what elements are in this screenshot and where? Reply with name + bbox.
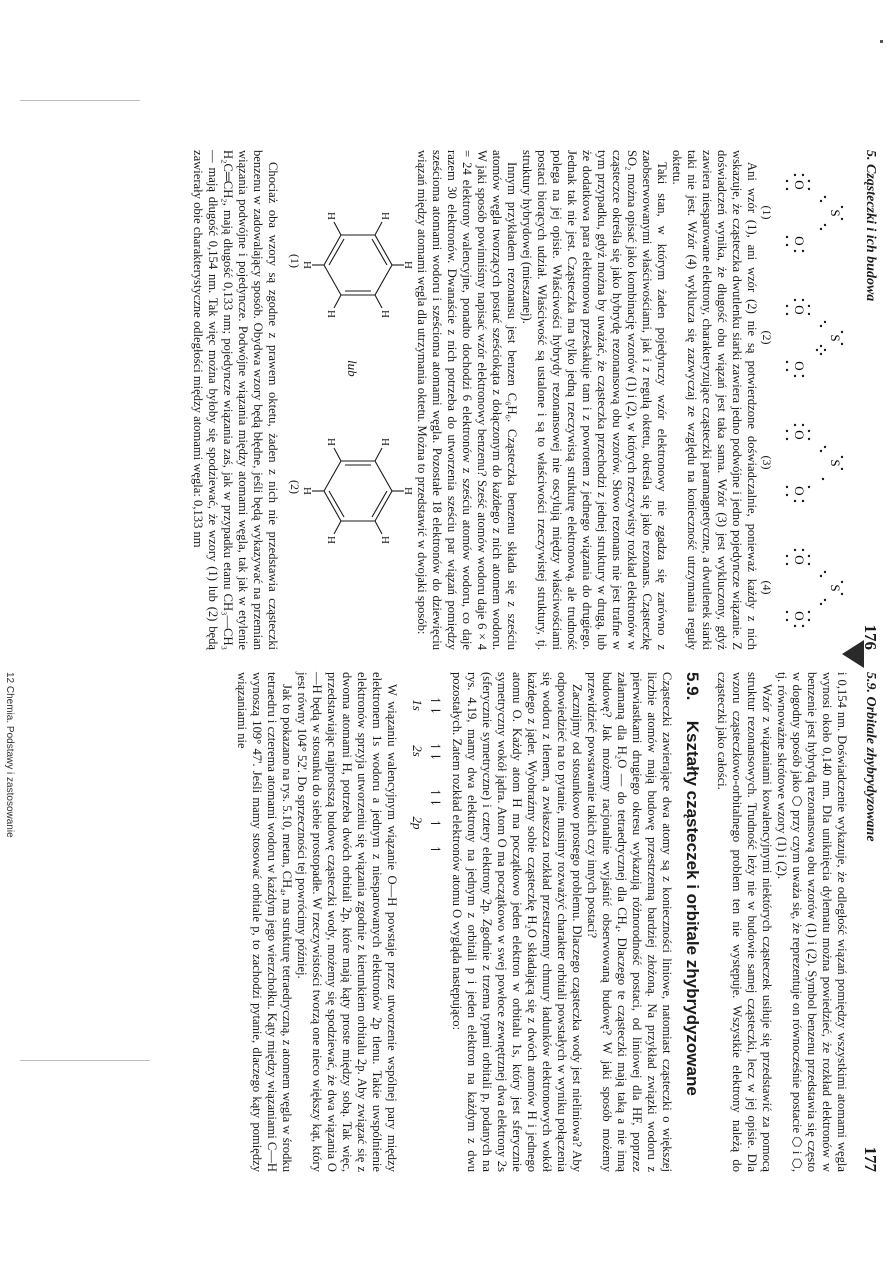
lewis-label-2: (2) <box>760 330 774 345</box>
lewis-structure-3-drawing <box>779 421 845 505</box>
right-paragraph-6: Jak to pokazano na rys. 5.10, metan, CH₄, ma strukturę tetraedryczną, z atomem węgla w środku tetraedru i czterema atomami wodoru w każdym jego wierzchołku. Kąty między wiązaniami C—H wynoszą 109° 47'. Jeśli mamy stosować orbitale p, to zachodzi pytanie, dlaczego kąty pomiędzy wiązaniami nie <box>235 672 294 1172</box>
atom-h: H <box>301 261 313 269</box>
left-header-title: 5. Cząsteczki i ich budowa <box>863 150 878 302</box>
right-paragraph-5: W wiązaniu walencyjnym wiązanie O—H powstaje przez utworzenie wspólnej pary między elektronem 1s wodoru a jednym z niesparowanych elektronów 2p tlenu. Takie uwspólnienie elektronów sprzyja utworzeniu się wiązania zgodnie z kierunkiem orbitalu 2p. Aby związać się z dwoma atomami H, potrzeba dwóch orbitali 2p, które mają kąty proste między sobą. Tak więc, przedstawiając najprostszą budowę cząsteczki wody, możemy się spodziewać, że dwa wiązania O—H będą w stosunku do siebie prostopadłe. W rzeczywistości tworzą one nieco większy kąt, który jest równy 104° 52'. Do sprzeczności tej powrócimy później. <box>295 672 399 1172</box>
right-page-number: 177 <box>861 1146 880 1172</box>
lewis-label-1: (1) <box>760 205 774 220</box>
page-footer: 12 Chemia. Podstawy i zastosowanie <box>4 672 15 838</box>
benzene-kekule-structures <box>284 150 414 650</box>
kekule-label-1: (1) <box>288 254 302 268</box>
left-paragraph-4: Chociaż oba wzory są zgodne z prawem oktetu, żaden z nich nie przedstawia cząsteczki benzenu w zadowalający sposób. Obydwa wzory będą błędne, jeśli będą wykazywać na przemian wiązania podwójne i pojedyncze. Podwójne wiązania między atomami węgla, tak jak w etylenie H₂C═CH₂, mają długość 0,133 nm; pojedyncze wiązania zaś, jak w przypadku etanu CH₃—CH₃ — mają długość 0,154 nm. Tak więc można byłoby się spodziewać, że wzory (1) lub (2) będą zawierały obie charakterystyczne odległości między atomami węgla: 0,133 nm <box>191 150 280 650</box>
atom-o: O <box>792 235 807 246</box>
orbital-label-2p: 2p <box>410 816 425 830</box>
atom-s: S <box>828 583 843 592</box>
lewis-structure-1-drawing <box>779 171 845 255</box>
oxygen-orbital-diagram <box>403 692 443 1172</box>
atom-h: H <box>379 536 391 544</box>
right-paragraph-2: Wzór z wiązaniami kowalencyjnymi niektórych cząsteczek usiłuje się przedstawić za pomocą struktur rezonansowych. Trudność leży nie w budowie samej cząsteczki, lecz w jej opisie. Dla wzoru cząsteczkowo-orbitalnego problem ten nie występuje. Wszystkie elektrony należą do cząsteczki jako całości. <box>715 672 774 1172</box>
kekule-label-2: (2) <box>288 480 302 494</box>
left-page-body <box>20 150 849 650</box>
atom-h: H <box>379 310 391 318</box>
atom-o: O <box>792 610 807 621</box>
lewis-structure-1 <box>759 171 845 255</box>
left-paragraph-2: Taki stan, w którym żaden pojedynczy wzór elektronowy nie zgadza się zarówno z zaobserwowanymi właściwościami, jak i z regułą oktetu, określa się jako rezonans. Cząsteczkę SO₂ można opisać jako kombinację wzorów (1) i (2), w których rzeczywisty rozkład elektronów w cząsteczce określa się jako hybrydę rezonansową obu wzorów. Słowo rezonans nie jest trafne w tym przypadku, gdyż można by uważać, że cząsteczka przechodzi z jednej struktury w drugą, lub że dodatkowa para elektronowa przeskakuje tam i z powrotem z jednego wiązania do drugiego. Jednak tak nie jest. Cząsteczka ma tylko jedną rzeczywistą strukturę elektronową, ale trudność polega na jej opisie. Właściwości hybrydy rezonansowej nie oscylują między właściwościami postaci biorących udział. Właściwość są ustalone i są to właściwości rzeczywistej struktury, tj. struktury hybrydowej (mieszanej). <box>520 150 669 650</box>
right-paragraph-3: Cząsteczki zawierające dwa atomy są z konieczności liniowe, natomiast cząsteczki o większej liczbie atomów mają budowę przestrzenną bardziej złożoną. Na przykład związki wodoru z pierwiastkami drugiego okresu wykazują różnorodność postaci, od liniowej dla HF, poprzez załamaną dla H₂O — do tetraedrycznej dla CH₄. Dlaczego te cząsteczki mają taką a nie inną budowę? Jak możemy racjonalnie wyjaśnić obserwowaną budowę? W jaki sposób możemy przewidzieć powstawanie takich czy innych postaci? <box>585 672 674 1172</box>
right-running-head <box>858 672 878 1172</box>
atom-o: O <box>792 304 807 315</box>
atom-h: H <box>402 261 414 269</box>
atom-o: O <box>792 360 807 371</box>
or-word: lub <box>345 360 360 377</box>
lewis-label-4: (4) <box>760 580 774 595</box>
left-running-head <box>858 150 878 650</box>
lewis-structure-4 <box>759 546 845 630</box>
orbital-box-2s: ↿⇂ <box>428 741 443 761</box>
orbital-box-1s: ↿⇂ <box>428 695 443 715</box>
section-title: Kształty cząsteczek i orbitale zhybrydyzowane <box>683 720 702 1096</box>
atom-h: H <box>379 212 391 220</box>
orbital-label-1s: 1s <box>410 699 425 711</box>
lewis-label-3: (3) <box>760 455 774 470</box>
atom-h: H <box>379 438 391 446</box>
right-paragraph-4: Zacznijmy od stosunkowo prostego problemu. Dlaczego cząsteczka wody jest nieliniowa? Aby odpowiedzieć na to pytanie, musimy rozważyć charakter orbitali powstałych w wyniku połączenia się wodoru z tlenem, a zwłaszcza rozkład przestrzenny chmury ładunków elektronowych wokół każdego z jąder. Wyobraźmy sobie cząsteczkę H₂O składającą się z dwóch atomów H i jednego atomu O. Każdy atom H ma początkowo jeden elektron w orbitalu 1s, który jest sferycznie symetryczny wokół jądra. Atom O ma początkowo w swej powłoce zewnętrznej dwa elektrony 2s (sferycznie symetryczne) i cztery elektrony 2p. Zgodnie z trzema typami orbitali p, podanych na rys. 4.19, mamy dwa elektrony na jednym z orbitali p i jeden elektron na każdym z dwu pozostałych. Zatem rozkład elektronów atomu O wygląda następująco: <box>450 672 584 1172</box>
kekule-structure-1 <box>301 190 414 340</box>
atom-h: H <box>325 212 337 220</box>
atom-o: O <box>792 485 807 496</box>
left-page-number: 176 <box>861 624 880 650</box>
left-page <box>0 150 893 650</box>
section-number: 5.9. <box>683 672 702 701</box>
right-header-title: 5.9. Orbitale zhybrydyzowane <box>863 672 878 842</box>
atom-h: H <box>325 438 337 446</box>
orbital-box-2p-3: ↿ <box>428 844 443 854</box>
orbital-box-2p-1: ↿⇂ <box>428 787 443 807</box>
section-heading <box>682 672 702 1172</box>
atom-o: O <box>792 554 807 565</box>
right-page <box>0 672 893 1172</box>
atom-h: H <box>402 487 414 495</box>
atom-h: H <box>325 536 337 544</box>
right-paragraph-1: i 0,154 nm. Doświadczenie wykazuje, że odległość wiązań pomiędzy wszystkimi atomami węgla wynosi około 0,140 nm. Dla uniknięcia dylematu można powiedzieć, że rozkład elektronów w benzenie jest hybrydą rezonansową obu wzorów (1) i (2). Symbol benzenu przedstawia się często w dogodny sposób jako ⬡ przy czym uważa się, że reprezentuje on równocześnie postacie ⬡ i ⬡, tj. równoważne skrótowe wzory (1) i (2). <box>775 672 849 1172</box>
atom-o: O <box>792 179 807 190</box>
atom-s: S <box>828 458 843 467</box>
orbital-box-2p-2: ↿ <box>428 818 443 828</box>
atom-h: H <box>325 310 337 318</box>
lewis-structure-2 <box>759 296 845 380</box>
lewis-structure-4-drawing <box>779 546 845 630</box>
so2-lewis-structures <box>759 150 845 650</box>
orbital-label-2s: 2s <box>410 745 425 757</box>
atom-s: S <box>828 208 843 217</box>
atom-h: H <box>301 487 313 495</box>
atom-o: O <box>792 429 807 440</box>
lewis-structure-3 <box>759 421 845 505</box>
kekule-structure-2 <box>301 416 414 566</box>
right-page-body <box>20 672 849 1172</box>
left-paragraph-1: Ani wzór (1), ani wzór (2) nie są potwierdzone doświadczalnie, ponieważ każdy z nich wskazuje, że cząsteczka dwutlenku siarki zawiera jedno podwójne i jedno pojedyncze wiązanie. Z doświadczeń wynika, że długość obu wiązań jest taka sama. Wzór (3) jest wykluczony, gdyż zawiera niesparowane elektrony, charakteryzujące cząsteczki paramagnetyczne, a dwutlenek siarki taki nie jest. Wzór (4) wyklucza się zazwyczaj ze względu na konieczność utrzymania reguły oktetu. <box>670 150 759 650</box>
atom-s: S <box>828 333 843 342</box>
lewis-structure-2-drawing <box>779 296 845 380</box>
left-paragraph-3: Innym przykładem rezonansu jest benzen C₆H₆. Cząsteczka benzenu składa się z sześciu atomów węgla tworzących postać sześciokąta z dołączonym do każdego z nich atomem wodoru. W jaki sposób powinniśmy napisać wzór elektronowy benzenu? Sześć atomów wodoru daje 6 × 4 = 24 elektrony walencyjne, ponadto dochodzi 6 elektronów z sześciu atomów wodoru, co daje razem 30 elektronów. Dwanaście z nich potrzeba do utworzenia sześciu par wiązań pomiędzy sześcioma atomami wodoru i sześcioma atomami węgla. Pozostałe 18 elektronów do dziewięciu wiązań między atomami węgla dla utrzymania oktetu. Można to przedstawić w dwojaki sposób: <box>415 150 519 650</box>
